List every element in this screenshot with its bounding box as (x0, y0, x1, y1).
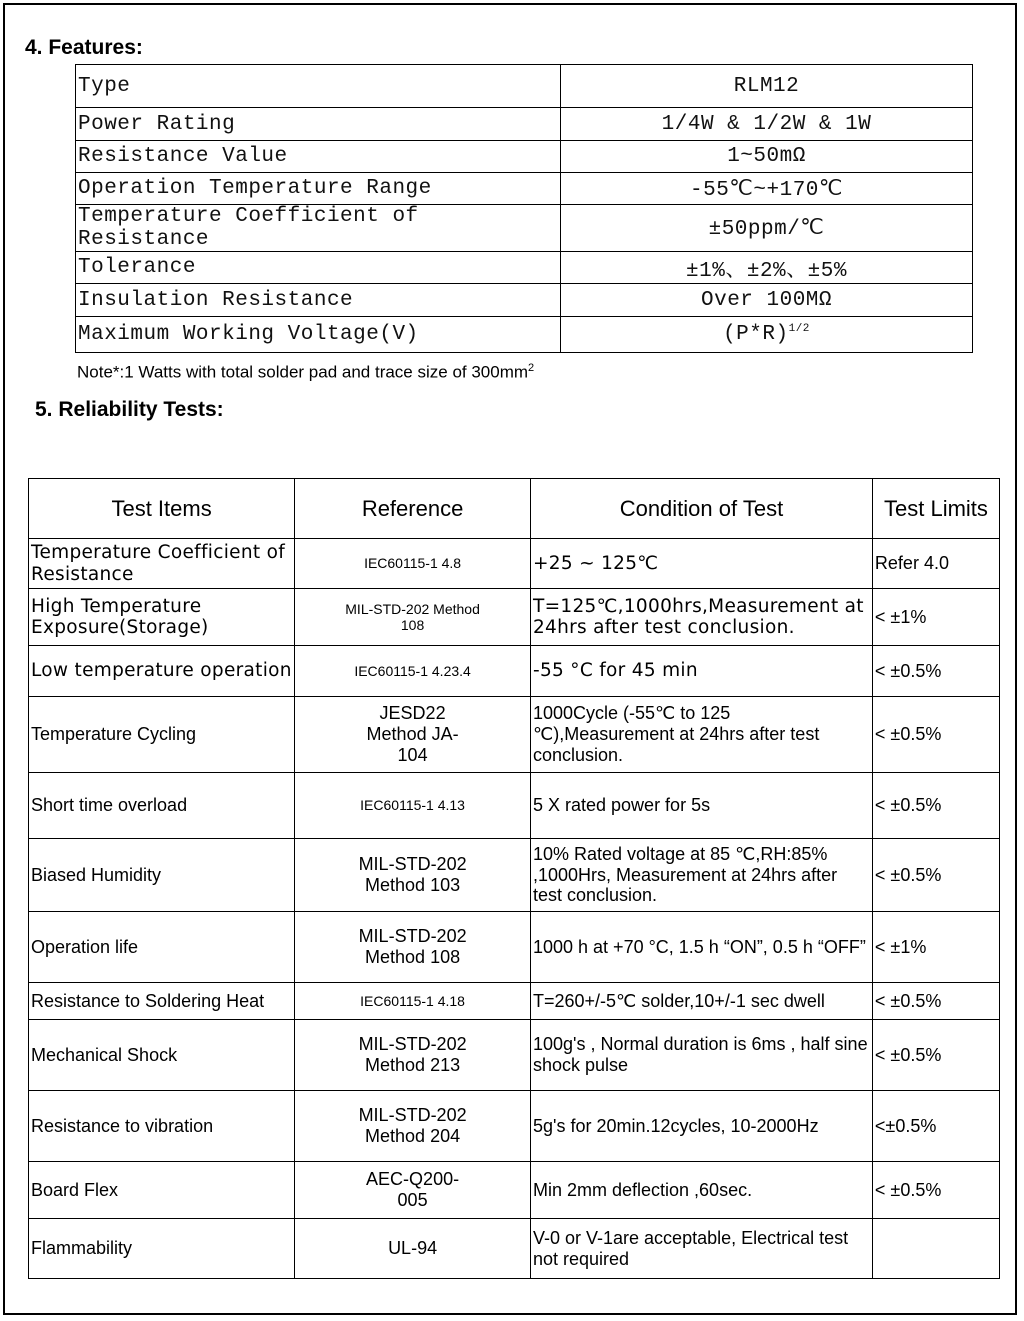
feature-row (76, 65, 973, 108)
feature-row (76, 173, 973, 205)
feature-value: 1~50mΩ (561, 141, 973, 173)
test-reference: MIL-STD-202 Method 204 (295, 1091, 531, 1162)
table-row (29, 539, 1000, 589)
test-limit: < ±0.5% (872, 1020, 999, 1091)
table-row (29, 697, 1000, 773)
test-item: Operation life (29, 912, 295, 983)
test-condition: 5g's for 20min.12cycles, 10-2000Hz (530, 1091, 872, 1162)
feature-label: Resistance Value (76, 141, 561, 173)
feature-row (76, 205, 973, 252)
header-row (29, 479, 1000, 539)
test-limit: < ±0.5% (872, 646, 999, 697)
test-condition: +25 ~ 125℃ (530, 539, 872, 589)
test-condition: Min 2mm deflection ,60sec. (530, 1162, 872, 1219)
feature-label: Maximum Working Voltage(V) (76, 317, 561, 353)
test-item: Biased Humidity (29, 839, 295, 912)
feature-label: Tolerance (76, 252, 561, 284)
feature-value: ±50ppm/℃ (561, 205, 973, 252)
reliability-heading: 5. Reliability Tests: (35, 398, 224, 421)
feature-value: 1/4W & 1/2W & 1W (561, 108, 973, 141)
test-item: Board Flex (29, 1162, 295, 1219)
feature-label: Insulation Resistance (76, 284, 561, 317)
test-item: Temperature Cycling (29, 697, 295, 773)
voltage-exponent: 1/2 (788, 323, 810, 335)
header-test-items: Test Items (29, 479, 295, 539)
test-condition: V-0 or V-1are acceptable, Electrical test not required (530, 1219, 872, 1279)
test-reference: MIL-STD-202 Method 103 (295, 839, 531, 912)
feature-row (76, 108, 973, 141)
test-reference: AEC-Q200-005 (295, 1162, 531, 1219)
note-text: Note*:1 Watts with total solder pad and trace size of 300mm (77, 362, 529, 382)
test-condition: T=125℃,1000hrs,Measurement at 24hrs after test conclusion. (530, 589, 872, 646)
test-limit: Refer 4.0 (872, 539, 999, 589)
test-limit: < ±0.5% (872, 839, 999, 912)
header-reference: Reference (295, 479, 531, 539)
feature-row (76, 317, 973, 353)
test-item: Low temperature operation (29, 646, 295, 697)
table-row (29, 1219, 1000, 1279)
test-item: Short time overload (29, 773, 295, 839)
note-superscript: 2 (528, 362, 535, 374)
test-condition: 5 X rated power for 5s (530, 773, 872, 839)
feature-value: RLM12 (561, 65, 973, 108)
test-reference: IEC60115-1 4.8 (295, 539, 531, 589)
test-reference: JESD22 Method JA-104 (295, 697, 531, 773)
feature-label: Power Rating (76, 108, 561, 141)
test-condition: 1000Cycle (-55℃ to 125 ℃),Measurement at 24hrs after test conclusion. (530, 697, 872, 773)
test-condition: T=260+/-5℃ solder,10+/-1 sec dwell (530, 983, 872, 1020)
test-reference: IEC60115-1 4.18 (295, 983, 531, 1020)
test-condition: 1000 h at +70 °C, 1.5 h “ON”, 0.5 h “OFF” (530, 912, 872, 983)
table-row (29, 773, 1000, 839)
header-test-limits: Test Limits (872, 479, 999, 539)
test-limit: < ±0.5% (872, 1162, 999, 1219)
test-limit: < ±1% (872, 589, 999, 646)
features-note (77, 362, 534, 383)
feature-row (76, 252, 973, 284)
test-item: Flammability (29, 1219, 295, 1279)
test-limit: <±0.5% (872, 1091, 999, 1162)
features-heading: 4. Features: (25, 36, 143, 59)
header-condition: Condition of Test (530, 479, 872, 539)
test-reference: UL-94 (295, 1219, 531, 1279)
test-reference: IEC60115-1 4.13 (295, 773, 531, 839)
table-row (29, 1162, 1000, 1219)
feature-label: Type (76, 65, 561, 108)
test-limit: < ±0.5% (872, 983, 999, 1020)
test-condition: -55 °C for 45 min (530, 646, 872, 697)
table-row (29, 589, 1000, 646)
test-reference: IEC60115-1 4.23.4 (295, 646, 531, 697)
test-condition: 10% Rated voltage at 85 ℃,RH:85% ,1000Hrs, Measurement at 24hrs after test conclusion. (530, 839, 872, 912)
feature-row (76, 284, 973, 317)
feature-row (76, 141, 973, 173)
test-reference: MIL-STD-202 Method 108 (295, 912, 531, 983)
test-item: Resistance to Soldering Heat (29, 983, 295, 1020)
test-item: Temperature Coefficient of Resistance (29, 539, 295, 589)
table-row (29, 912, 1000, 983)
test-condition: 100g's , Normal duration is 6ms , half sine shock pulse (530, 1020, 872, 1091)
table-row (29, 1091, 1000, 1162)
features-table (75, 64, 973, 353)
feature-value: Over 100MΩ (561, 284, 973, 317)
table-row (29, 983, 1000, 1020)
table-row (29, 646, 1000, 697)
feature-label: Operation Temperature Range (76, 173, 561, 205)
feature-value (561, 317, 973, 353)
test-limit: < ±1% (872, 912, 999, 983)
test-item: Resistance to vibration (29, 1091, 295, 1162)
test-item: Mechanical Shock (29, 1020, 295, 1091)
test-item: High Temperature Exposure(Storage) (29, 589, 295, 646)
reliability-table (28, 478, 1000, 1279)
test-reference: MIL-STD-202 Method 108 (295, 589, 531, 646)
test-limit: < ±0.5% (872, 697, 999, 773)
table-row (29, 839, 1000, 912)
voltage-formula: (P*R) (723, 323, 789, 346)
test-reference: MIL-STD-202 Method 213 (295, 1020, 531, 1091)
feature-label: Temperature Coefficient of Resistance (76, 205, 561, 252)
table-row (29, 1020, 1000, 1091)
test-limit: < ±0.5% (872, 773, 999, 839)
feature-value: ±1%、±2%、±5% (561, 252, 973, 284)
feature-value: -55℃~+170℃ (561, 173, 973, 205)
test-limit (872, 1219, 999, 1279)
